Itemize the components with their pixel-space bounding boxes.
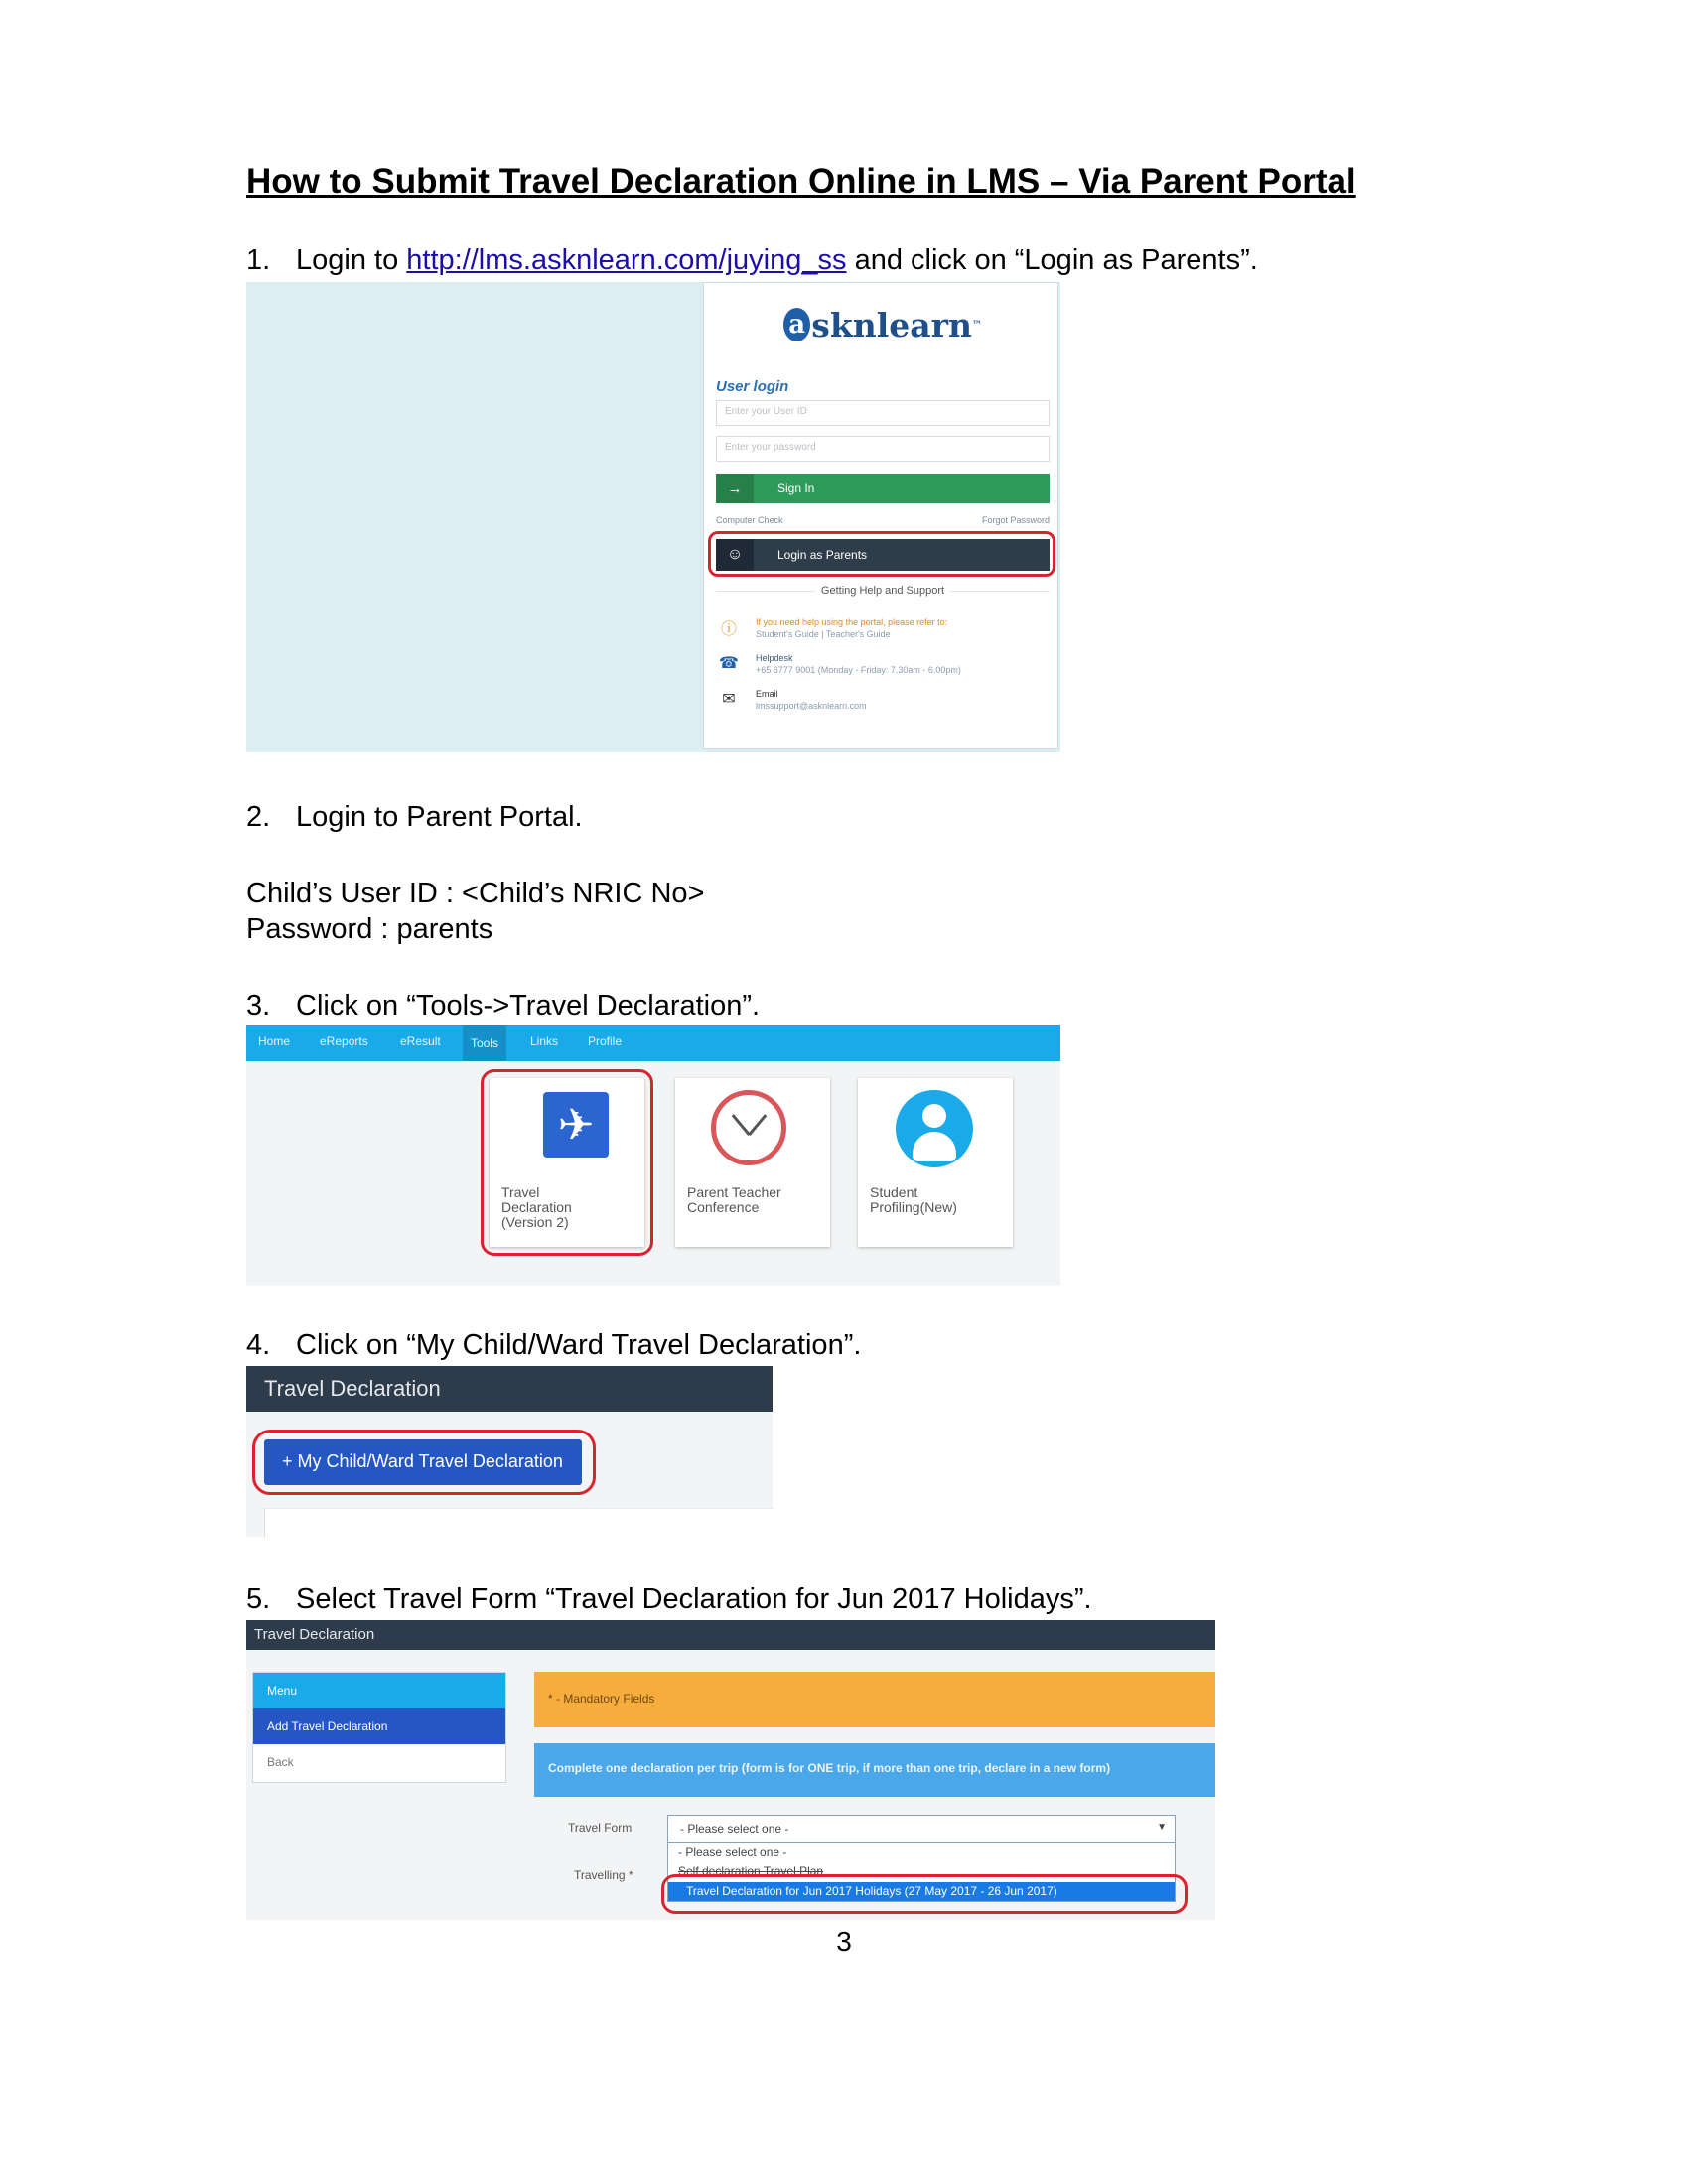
- user-icon: ☺: [716, 539, 754, 571]
- page-title: How to Submit Travel Declaration Online in LMS – Via Parent Portal: [246, 162, 1356, 201]
- login-card: a sknlearn ™ User login Enter your User ID Enter your password → Sign In Computer Check Forgot Password ☺ Login as Parents Getting Help and Support ⓘ If you need help using the portal, please refer to: Student's Guide | Teacher's Guide ☎ Helpdesk +65 6777 9001 (Monday - Friday: 7.30am - 6.00pm) ✉ Email lmssupport@asknlearn.com: [703, 282, 1058, 749]
- computer-check-link[interactable]: Computer Check: [716, 515, 783, 525]
- step-2: 2. Login to Parent Portal.: [246, 801, 583, 833]
- step-3: 3. Click on “Tools->Travel Declaration”.: [246, 990, 761, 1022]
- user-login-label: User login: [716, 378, 789, 395]
- travel-form-select[interactable]: - Please select one - ▼: [667, 1815, 1176, 1843]
- travel-form-header: Travel Declaration: [246, 1620, 1215, 1650]
- step-text: Login to: [296, 244, 407, 276]
- password-input[interactable]: Enter your password: [716, 436, 1050, 462]
- travel-declaration-header: Travel Declaration: [246, 1366, 773, 1412]
- travel-form-label: Travel Form: [568, 1821, 633, 1835]
- highlight-box: [708, 531, 1055, 577]
- user-icon: [896, 1090, 973, 1167]
- step-number: 1.: [246, 244, 271, 276]
- instruction-banner: Complete one declaration per trip (form is for ONE trip, if more than one trip, declare in a new form): [534, 1743, 1215, 1797]
- tile-parent-teacher-conference[interactable]: Parent Teacher Conference: [675, 1078, 830, 1247]
- nav-tools[interactable]: Tools: [463, 1025, 506, 1061]
- nav-profile[interactable]: Profile: [588, 1034, 623, 1048]
- page-number: 3: [836, 1926, 852, 1957]
- option-please-select[interactable]: - Please select one -: [678, 1845, 787, 1859]
- phone-icon: ☎: [719, 655, 739, 672]
- highlight-box: [661, 1874, 1188, 1914]
- travel-declaration-screenshot: [246, 1366, 773, 1537]
- forgot-password-link[interactable]: Forgot Password: [981, 515, 1050, 525]
- nav-links[interactable]: Links: [530, 1034, 559, 1048]
- help-title: Getting Help and Support: [716, 585, 1050, 597]
- step-5: 5. Select Travel Form “Travel Declaration for Jun 2017 Holidays”.: [246, 1583, 1092, 1615]
- top-nav: [246, 1025, 1060, 1061]
- envelope-icon: ✉: [722, 691, 736, 708]
- step-1: [246, 244, 1258, 277]
- chevron-down-icon: ▼: [1157, 1822, 1167, 1833]
- nav-home[interactable]: Home: [258, 1034, 291, 1048]
- credentials-password: Password : parents: [246, 913, 493, 945]
- content-panel: [264, 1508, 774, 1538]
- login-as-parents-button[interactable]: ☺ Login as Parents: [716, 539, 1050, 571]
- side-menu: [252, 1672, 506, 1783]
- nav-ereports[interactable]: eReports: [320, 1034, 368, 1048]
- user-id-input[interactable]: Enter your User ID: [716, 400, 1050, 426]
- option-self-declaration[interactable]: Self declaration Travel Plan: [678, 1864, 824, 1878]
- login-screenshot: [246, 282, 1060, 752]
- step-4: 4. Click on “My Child/Ward Travel Declaration”.: [246, 1329, 862, 1361]
- travelling-label: Travelling *: [574, 1868, 633, 1882]
- sign-in-icon: →: [716, 474, 754, 503]
- guide-links[interactable]: Student's Guide | Teacher's Guide: [756, 629, 891, 639]
- lms-link[interactable]: http://lms.asknlearn.com/juying_ss: [406, 244, 847, 276]
- info-icon: ⓘ: [720, 620, 737, 638]
- menu-header: Menu: [253, 1673, 505, 1708]
- tile-travel-declaration[interactable]: ✈ Travel Declaration (Version 2): [490, 1078, 644, 1247]
- sign-in-button[interactable]: → Sign In: [716, 474, 1050, 503]
- asknlearn-logo: a sknlearn ™: [783, 303, 982, 346]
- my-child-travel-declaration-button[interactable]: + My Child/Ward Travel Declaration: [264, 1439, 582, 1485]
- airplane-icon: ✈: [543, 1092, 609, 1158]
- login-links: [716, 515, 1050, 525]
- highlight-box: [481, 1069, 653, 1256]
- tools-screenshot: [246, 1025, 1060, 1286]
- highlight-box: [252, 1430, 596, 1495]
- support-email-link[interactable]: lmssupport@asknlearn.com: [756, 701, 867, 711]
- menu-back[interactable]: Back: [267, 1755, 294, 1769]
- step-text: and click on “Login as Parents”.: [846, 244, 1258, 276]
- mandatory-banner: * - Mandatory Fields: [534, 1672, 1215, 1727]
- credentials-user-id: Child’s User ID : <Child’s NRIC No>: [246, 878, 705, 909]
- tile-student-profiling[interactable]: Student Profiling(New): [858, 1078, 1013, 1247]
- travel-form-screenshot: [246, 1620, 1215, 1920]
- menu-add-travel-declaration[interactable]: Add Travel Declaration: [253, 1708, 505, 1744]
- clock-icon: [711, 1090, 786, 1165]
- nav-eresult[interactable]: eResult: [400, 1034, 441, 1048]
- option-jun-2017-holidays[interactable]: Travel Declaration for Jun 2017 Holidays (27 May 2017 - 26 Jun 2017): [668, 1882, 1175, 1901]
